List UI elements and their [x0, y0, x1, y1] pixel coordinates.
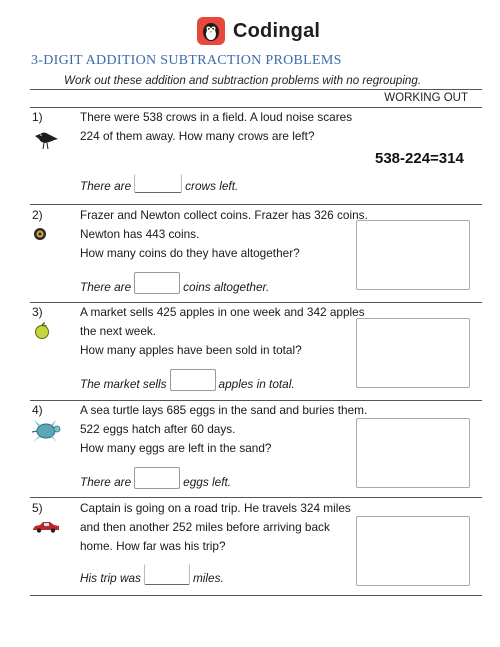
problem-number: 2)	[32, 208, 43, 222]
answer-box[interactable]	[134, 272, 180, 294]
problem-text: Captain is going on a road trip. He travels 324 miles	[80, 501, 351, 515]
brand-name: Codingal	[233, 19, 321, 42]
answer-prefix: There are	[80, 179, 132, 193]
answer-prefix: There are	[80, 475, 132, 489]
problem-text: 224 of them away. How many crows are left?	[80, 129, 315, 143]
answer-suffix: coins altogether.	[183, 280, 270, 294]
problem-text: A market sells 425 apples in one week and 342 apples	[80, 305, 365, 319]
answer-blank[interactable]	[144, 564, 190, 585]
divider	[30, 497, 482, 498]
brand-logo	[197, 14, 320, 48]
sea-turtle-icon	[30, 418, 64, 449]
solution-text: 538-224=314	[375, 150, 464, 167]
divider	[30, 204, 482, 205]
problem-text: There were 538 crows in a field. A loud noise scares	[80, 110, 353, 124]
answer-prefix: The market sells	[80, 377, 167, 391]
working-out-box[interactable]	[356, 516, 470, 586]
working-out-box[interactable]	[356, 220, 470, 290]
coin-icon	[33, 227, 47, 246]
problem-text: How many eggs are left in the sand?	[80, 441, 272, 455]
answer-line	[80, 564, 224, 585]
worksheet-title: 3-DIGIT ADDITION SUBTRACTION PROBLEMS	[31, 53, 342, 68]
problem-text: Frazer and Newton collect coins. Frazer has 326 coins.	[80, 208, 368, 222]
instructions: Work out these addition and subtraction problems with no regrouping.	[64, 74, 422, 87]
answer-blank[interactable]	[134, 174, 182, 193]
divider	[30, 400, 482, 401]
working-out-label: WORKING OUT	[384, 92, 468, 104]
answer-suffix: crows left.	[185, 179, 239, 193]
answer-box[interactable]	[134, 467, 180, 489]
answer-line	[80, 272, 269, 294]
answer-suffix: apples in total.	[218, 377, 295, 391]
problem-text: How many coins do they have altogether?	[80, 246, 300, 260]
working-out-box[interactable]	[356, 318, 470, 388]
answer-line	[80, 369, 295, 391]
divider	[30, 595, 482, 596]
problem-text: home. How far was his trip?	[80, 539, 226, 553]
penguin-logo-icon	[197, 17, 225, 45]
answer-line	[80, 467, 231, 489]
answer-prefix: There are	[80, 280, 132, 294]
problem-text: Newton has 443 coins.	[80, 227, 200, 241]
answer-line	[80, 174, 238, 193]
car-icon	[31, 520, 61, 539]
problem-text: A sea turtle lays 685 eggs in the sand and buries them.	[80, 403, 368, 417]
problem-number: 4)	[32, 403, 43, 417]
answer-suffix: miles.	[192, 571, 224, 585]
divider	[30, 107, 482, 108]
answer-box[interactable]	[170, 369, 216, 391]
working-out-box[interactable]	[356, 418, 470, 488]
problem-text: How many apples have been sold in total?	[80, 343, 302, 357]
divider	[30, 302, 482, 303]
crow-icon	[32, 127, 62, 156]
answer-prefix: His trip was	[80, 571, 141, 585]
divider	[30, 89, 482, 90]
problem-number: 3)	[32, 305, 43, 319]
problem-text: and then another 252 miles before arriving back	[80, 520, 330, 534]
problem-number: 1)	[32, 110, 43, 124]
problem-number: 5)	[32, 501, 43, 515]
problem-text: the next week.	[80, 324, 157, 338]
answer-suffix: eggs left.	[183, 475, 232, 489]
apple-icon	[33, 322, 51, 345]
problem-text: 522 eggs hatch after 60 days.	[80, 422, 236, 436]
